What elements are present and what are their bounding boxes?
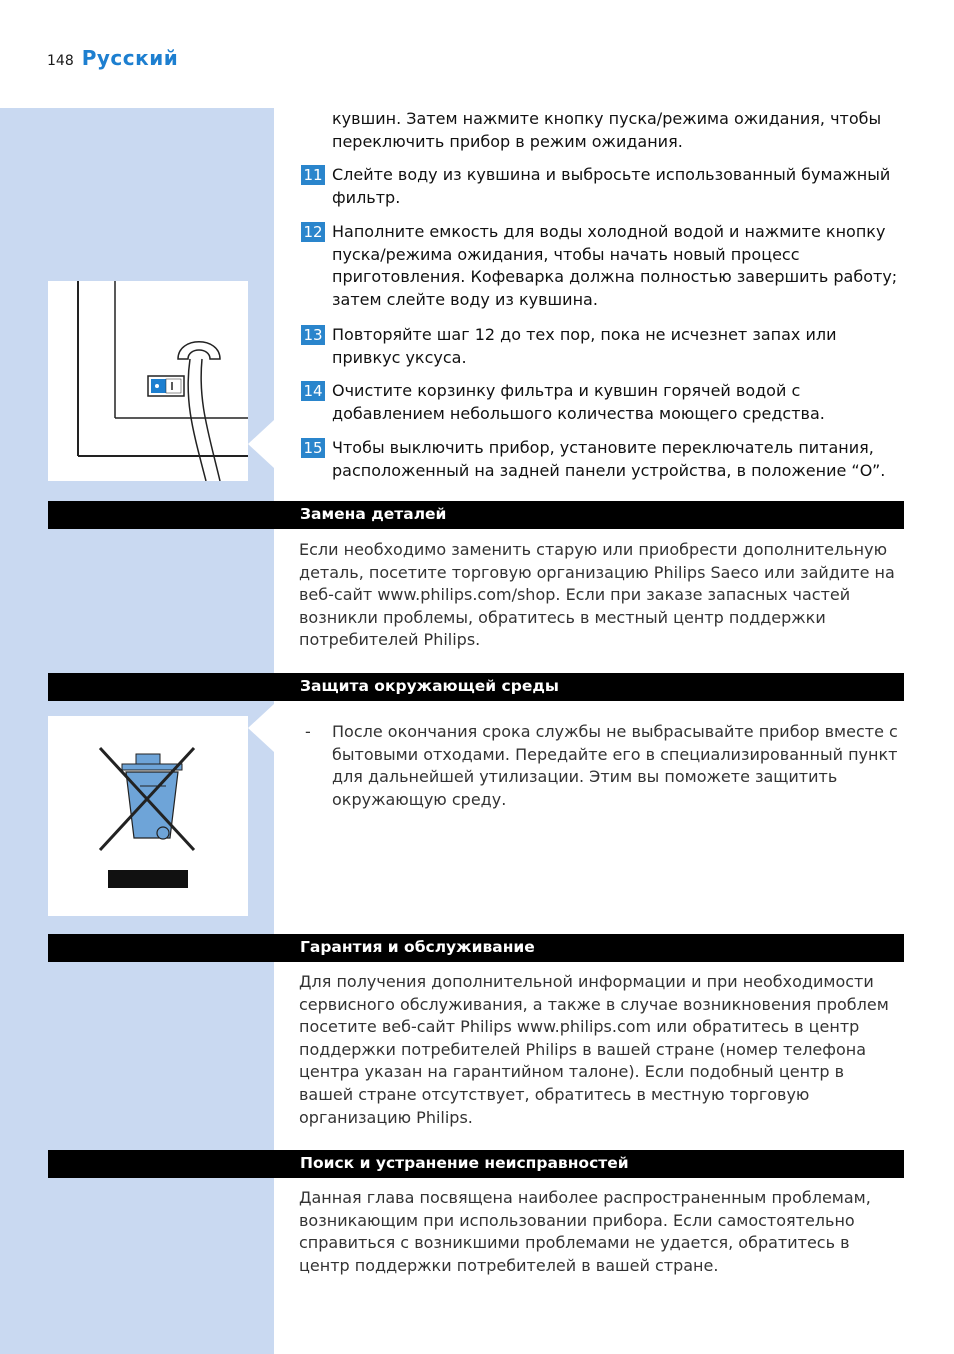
section-header-troubleshooting (48, 1150, 904, 1178)
page-header (47, 46, 178, 76)
warranty-paragraph: Для получения дополнительной информации и при необходимости сервисного обслуживания, а также в случае возникновения проблем посетите веб-сайт Philips www.philips.com или обратитесь в центр поддержки потребителей Philips в вашей стране (номер телефона центра указан на гарантийном талоне). Если подобный центр в вашей стране отсутствует, обратитесь в местную торговую организацию Philips. (299, 972, 889, 1127)
section-title: Защита окружающей среды (300, 677, 559, 695)
step-text: Чтобы выключить прибор, установите переключатель питания, расположенный на задней панели устройства, в положение “O”. (332, 438, 886, 480)
bullet-marker: - (305, 722, 311, 741)
language-title: Русский (81, 46, 179, 70)
step-text: Очистите корзинку фильтра и кувшин горячей водой с добавлением небольшого количества моющего средства. (332, 381, 825, 423)
step-11 (299, 164, 909, 209)
step-15 (299, 437, 909, 482)
step-13 (299, 324, 909, 369)
troubleshooting-paragraph: Данная глава посвящена наиболее распространенным проблемам, возникающим при использовании прибора. Если самостоятельно справиться с возникшими проблемами не удается, обратитесь в центр поддержки потребителей в вашей стране. (299, 1188, 871, 1275)
step-number: 13 (301, 325, 325, 345)
step-continuation: кувшин. Затем нажмите кнопку пуска/режима ожидания, чтобы переключить прибор в режим ожидания. (332, 109, 882, 151)
section-header-environment (48, 673, 904, 701)
section-header-warranty (48, 934, 904, 962)
recycling-illustration (48, 716, 248, 916)
section-title: Гарантия и обслуживание (300, 938, 535, 956)
section-title: Замена деталей (300, 505, 447, 523)
step-text: Наполните емкость для воды холодной водой и нажмите кнопку пуска/режима ожидания, чтобы начать новый процесс приготовления. Кофеварка должна полностью завершить работу; затем слейте воду из кувшина. (332, 222, 898, 309)
bullet-text: После окончания срока службы не выбрасывайте прибор вместе с бытовыми отходами. Передайте его в специализированный пункт для дальнейшей утилизации. Этим вы поможете защитить окружающую среду. (332, 722, 898, 809)
parts-paragraph: Если необходимо заменить старую или приобрести дополнительную деталь, посетите торговую организацию Philips Saeco или зайдите на веб-сайт www.philips.com/shop. Если при заказе запасных частей возникли проблемы, обратитесь в местный центр поддержки потребителей Philips. (299, 540, 895, 650)
power-switch-icon (48, 281, 248, 481)
crossed-out-wheelie-bin-icon (48, 716, 248, 916)
environment-bullet (299, 721, 899, 811)
figure-pointer (248, 420, 274, 468)
step-number: 15 (301, 438, 325, 458)
step-number: 11 (301, 165, 325, 185)
step-number: 12 (301, 222, 325, 242)
step-14 (299, 380, 909, 425)
section-header-parts (48, 501, 904, 529)
section-title: Поиск и устранение неисправностей (300, 1154, 629, 1172)
step-text: Повторяйте шаг 12 до тех пор, пока не исчезнет запах или привкус уксуса. (332, 325, 837, 367)
step-text: Слейте воду из кувшина и выбросьте использованный бумажный фильтр. (332, 165, 891, 207)
power-switch-illustration (48, 281, 248, 481)
figure-pointer (248, 704, 274, 752)
step-12 (299, 221, 909, 311)
page-number: 148 (47, 53, 74, 69)
step-number: 14 (301, 381, 325, 401)
